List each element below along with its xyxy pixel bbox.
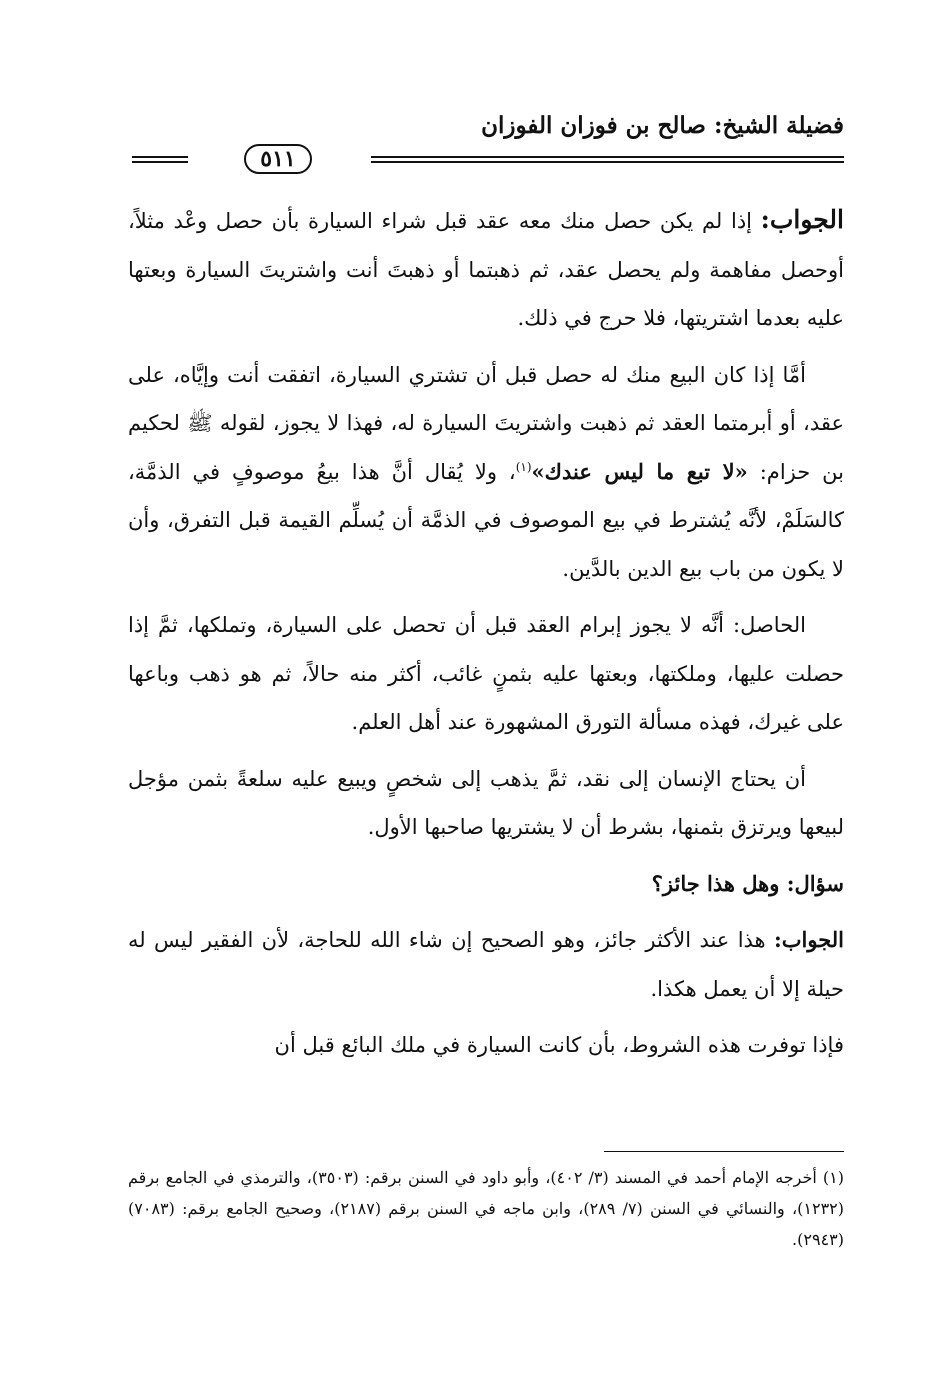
paragraph-2 — [128, 351, 844, 594]
footnote: (١) أخرجه الإمام أحمد في المسند (٣/ ٤٠٢)، وأبو داود في السنن برقم: (٣٥٠٣)، والترمذي في الجامع برقم (١٢٣٢)، والنسائي في السنن (٧/ ٢٨٩)، وابن ماجه في السنن برقم (٢١٨٧)، وصحيح الجامع برقم: (٧٠٨٣) (٢٩٤٣). — [128, 1168, 845, 1249]
hadith-quote: «لا تبع ما ليس عندك» — [531, 458, 748, 484]
header-rule-line — [132, 156, 188, 158]
page-number — [190, 142, 366, 176]
header-rule-left — [132, 156, 188, 164]
paragraph-text: أمَّا إذا كان البيع منك له حصل قبل أن تشتري السيارة، اتفقت أنت وإيَّاه، على عقد، أو أبرمتما العقد ثم ذهبت واشتريتَ السيارة له، فهذا لا يجوز، لقوله ﷺ لحكيم بن حزام: — [128, 362, 844, 484]
paragraph-answer-1 — [128, 196, 844, 343]
header-rule-line — [132, 161, 188, 163]
paragraph-text: ، ولا يُقال أنَّ هذا بيعُ موصوفٍ في الذمَّة، كالسَلَمْ، لأنَّه يُشترط في بيع الموصوف في الذمَّة أن يُسلِّم القيمة قبل التفرق، وأن لا يكون من باب بيع الدين بالدَّين. — [128, 459, 844, 581]
paragraph-answer-2 — [128, 916, 844, 1013]
page-number-oval: ٥١١ — [244, 144, 311, 174]
running-title: فضيلة الشيخ: صالح بن فوزان الفوزان — [481, 112, 844, 139]
header-rule-right — [371, 156, 844, 164]
page-header — [128, 112, 844, 182]
paragraph-3: الحاصل: أنَّه لا يجوز إبرام العقد قبل أن تحصل على السيارة، وتملكها، ثمَّ إذا حصلت عليها، وملكتها، وبعتها عليه بثمنٍ غائب، أكثر منه حالاً، ثم هو ذهب وباعها على غيرك، فهذه مسألة التورق المشهورة عند أهل العلم. — [128, 613, 844, 734]
footnote-divider — [604, 1151, 844, 1152]
paragraph-text: إذا لم يكن حصل منك معه عقد قبل شراء السيارة بأن حصل وعْد مثلاً، أوحصل مفاهمة ولم يحصل عقد، ثم ذهبتما أو ذهبتَ أنت واشتريتَ السيارة وبعتها عليه بعدما اشتريتها، فلا حرج في ذلك. — [128, 209, 844, 330]
paragraph-7: فإذا توفرت هذه الشروط، بأن كانت السيارة في ملك البائع قبل أن — [274, 1033, 844, 1057]
header-rule-line — [371, 156, 844, 158]
footnote-ref[interactable]: (١) — [515, 459, 532, 474]
paragraph-text: هذا عند الأكثر جائز، وهو الصحيح إن شاء الله للحاجة، لأن الفقير ليس له حيلة إلا أن يعمل هكذا. — [128, 928, 844, 1001]
answer-label: الجواب: — [760, 205, 844, 234]
question: سؤال: وهل هذا جائز؟ — [651, 870, 844, 896]
paragraph-4: أن يحتاج الإنسان إلى نقد، ثمَّ يذهب إلى شخصٍ ويبيع عليه سلعةً بثمن مؤجل لبيعها ويرتزق بثمنها، بشرط أن لا يشتريها صاحبها الأول. — [128, 766, 844, 839]
header-rule-line — [371, 161, 844, 163]
main-text — [128, 196, 844, 1078]
answer-label: الجواب: — [774, 927, 844, 952]
